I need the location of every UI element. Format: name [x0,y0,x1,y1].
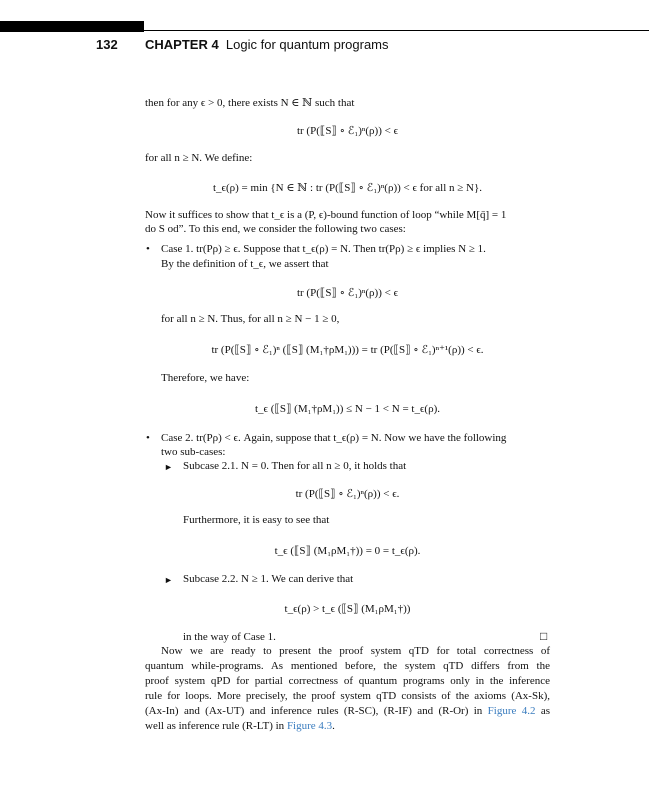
equation-5: t_ϵ (⟦S⟧ (M₁†ρM₁)) ≤ N − 1 < N = t_ϵ(ρ). [254,403,440,415]
figure-4-2-link[interactable]: Figure 4.2 [487,705,536,717]
triangle-subcase-2-1: ► [164,462,173,472]
running-title [145,37,389,52]
furthermore-line: Furthermore, it is easy to see that [183,514,330,526]
case1-line-2: By the definition of t_ϵ, we assert that [161,258,329,270]
paragraph-suffices-1: Now it suffices to show that t_ϵ is a (P, ϵ)-bound function of loop “while M[q̄] = 1 [145,209,507,221]
chapter-label: CHAPTER 4 [145,37,219,52]
case2-line-2: two sub-cases: [161,446,226,458]
bullet-case-1: • [146,243,150,255]
therefore-line: Therefore, we have: [161,372,250,384]
paragraph-line-6-text: well as inference rule (R-LT) in [145,720,287,732]
equation-2: t_ϵ(ρ) = min {N ∈ ℕ : tr (P(⟦S⟧ ∘ ℰ₁)ⁿ(ρ)) < ϵ for all n ≥ N}. [212,182,483,194]
paragraph-line-2: quantum while-programs. As mentioned before, the system qTD differs from the [145,660,550,672]
header-rule [144,30,649,31]
in-the-way-line: in the way of Case 1. [183,631,276,643]
page-number: 132 [96,37,118,52]
paragraph-line-6 [145,720,550,733]
paragraph-line-6-end: . [332,720,335,732]
equation-6: tr (P(⟦S⟧ ∘ ℰ₁)ⁿ(ρ)) < ϵ. [295,488,400,500]
equation-4: tr (P(⟦S⟧ ∘ ℰ₁)ⁿ (⟦S⟧ (M₁†ρM₁))) = tr (P(⟦S⟧ ∘ ℰ₁)ⁿ⁺¹(ρ)) < ϵ. [211,344,484,356]
equation-7: t_ϵ (⟦S⟧ (M₁ρM₁†)) = 0 = t_ϵ(ρ). [274,545,421,557]
subcase-2-1-line: Subcase 2.1. N = 0. Then for all n ≥ 0, it holds that [183,460,407,472]
bullet-case-2: • [146,432,150,444]
paragraph-line-5-end: as [535,705,550,717]
case1-line-1: Case 1. tr(Pρ) ≥ ϵ. Suppose that t_ϵ(ρ) = N. Then tr(Pρ) ≥ ϵ implies N ≥ 1. [161,243,486,255]
intro-line: then for any ϵ > 0, there exists N ∈ ℕ such that [145,97,355,109]
equation-1: tr (P(⟦S⟧ ∘ ℰ₁)ⁿ(ρ)) < ϵ [296,125,399,137]
header-black-bar [0,21,144,32]
page-header [0,37,649,55]
paragraph-line-1: Now we are ready to present the proof system qTD for total correctness of [161,645,550,657]
paragraph-line-5-text: (Ax-In) and (Ax-UT) and inference rules (R-SC), (R-IF) and (R-Or) in [145,705,488,717]
equation-3: tr (P(⟦S⟧ ∘ ℰ₁)ⁿ(ρ)) < ϵ [296,287,399,299]
paragraph-suffices-2: do S od”. To this end, we consider the following two cases: [145,223,406,235]
case1-for-all: for all n ≥ N. Thus, for all n ≥ N − 1 ≥ 0, [161,313,340,325]
define-line: for all n ≥ N. We define: [145,152,253,164]
qed-symbol: □ [540,629,548,643]
case2-line-1: Case 2. tr(Pρ) < ϵ. Again, suppose that t_ϵ(ρ) = N. Now we have the following [161,432,507,444]
paragraph-line-4: rule for loops. More precisely, the proof system qTD consists of the axioms (Ax-Sk), [145,690,550,702]
chapter-title: Logic for quantum programs [225,37,389,52]
paragraph-line-5 [145,705,550,718]
subcase-2-2-line: Subcase 2.2. N ≥ 1. We can derive that [183,573,354,585]
figure-4-3-link[interactable]: Figure 4.3 [286,720,333,732]
triangle-subcase-2-2: ► [164,575,173,585]
paragraph-line-3: proof system qPD for partial correctness of quantum programs only in the inference [145,675,550,687]
equation-8: t_ϵ(ρ) > t_ϵ (⟦S⟧ (M₁ρM₁†)) [284,603,411,615]
